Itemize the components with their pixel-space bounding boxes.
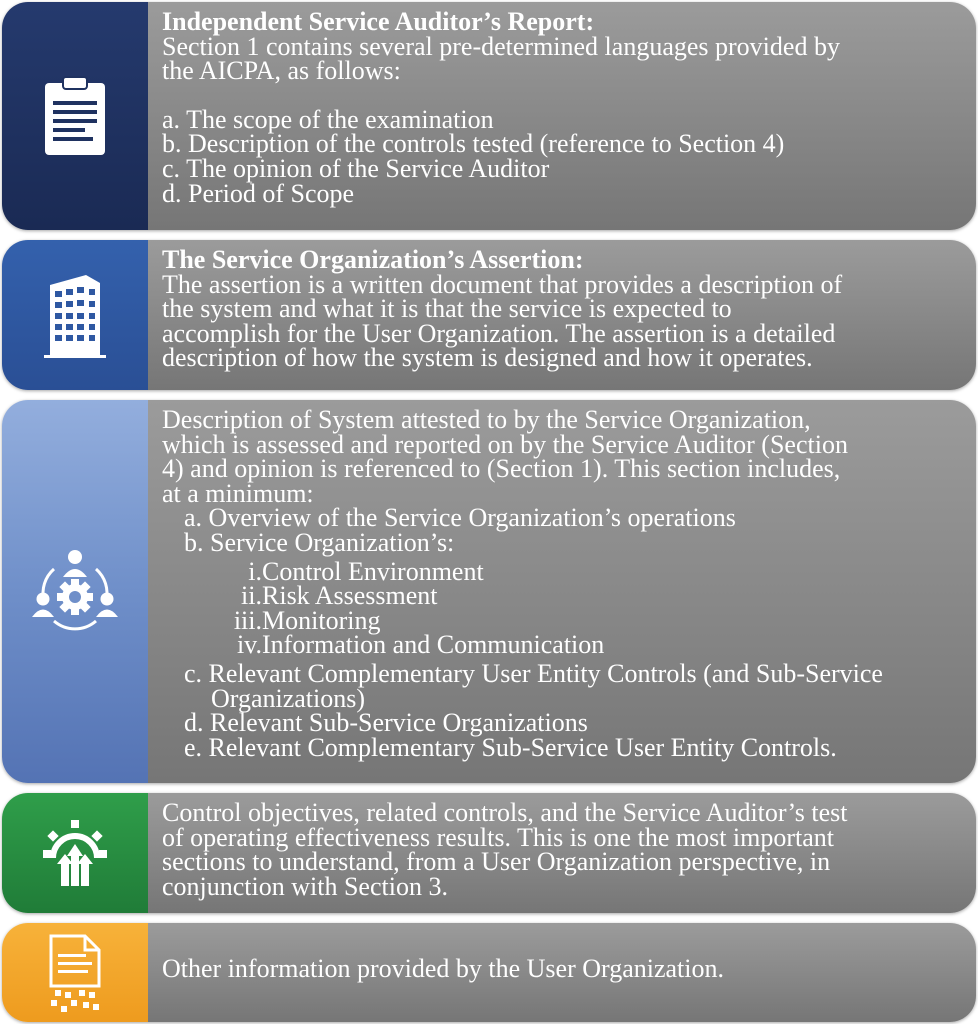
section-text-line: Control objectives, related controls, and the Service Auditor’s test <box>162 798 848 827</box>
list-item: a. The scope of the examination <box>162 104 494 134</box>
list-item: b. Description of the controls tested (reference to Section 4) <box>162 129 785 159</box>
section-text-line: the AICPA, as follows: <box>162 56 401 86</box>
section-row-other-information <box>2 923 976 1022</box>
section-text-line: 4) and opinion is referenced to (Section 1). This section includes, <box>162 454 841 484</box>
section-content <box>148 2 976 230</box>
section-text-line: Other information provided by the User Organization. <box>162 954 724 984</box>
section-tab <box>2 793 148 913</box>
section-text-line: The assertion is a written document that provides a description of <box>162 269 843 299</box>
section-text-line: Description of System attested to by the Service Organization, <box>162 405 811 434</box>
gear-growth-arrows-icon <box>43 818 107 888</box>
section-tab <box>2 2 148 230</box>
list-item: d. Period of Scope <box>162 178 355 208</box>
section-text-line: Section 1 contains several pre-determined languages provided by <box>162 31 840 61</box>
section-tab <box>2 400 148 783</box>
sub-list-item <box>162 630 962 660</box>
sub-list-text: Risk Assessment <box>262 581 438 611</box>
list-item-continued: Organizations) <box>211 683 366 713</box>
section-content <box>148 793 976 913</box>
section-row-assertion <box>2 240 976 390</box>
sub-list-number: ii. <box>241 581 262 611</box>
section-text-line: sections to understand, from a User Organization perspective, in <box>162 847 831 877</box>
list-item: c. Relevant Complementary User Entity Controls (and Sub-Service <box>184 658 883 688</box>
office-building-icon <box>42 271 108 359</box>
section-text-line: at a minimum: <box>162 478 314 508</box>
sub-list-number: i. <box>248 556 262 586</box>
section-text-line: accomplish for the User Organization. The assertion is a detailed <box>162 318 836 348</box>
section-title: The Service Organization’s Assertion: <box>162 245 584 274</box>
section-tab <box>2 240 148 390</box>
section-title: Independent Service Auditor’s Report: <box>162 7 595 36</box>
section-text-line: of operating effectiveness results. This is one the most important <box>162 822 835 852</box>
sub-list-text: Information and Communication <box>262 630 605 660</box>
sub-list-text: Monitoring <box>262 605 381 635</box>
team-gear-icon <box>30 549 120 635</box>
list-item: d. Relevant Sub-Service Organizations <box>184 708 588 738</box>
section-text-line: conjunction with Section 3. <box>162 871 448 901</box>
section-content <box>148 400 976 783</box>
section-text-line: the system and what it is that the service is expected to <box>162 294 732 324</box>
section-text-line: description of how the system is designed and how it operates. <box>162 343 813 373</box>
document-data-icon <box>47 934 103 1012</box>
section-content <box>148 923 976 1022</box>
list-item: e. Relevant Complementary Sub-Service User Entity Controls. <box>184 732 837 762</box>
section-row-system-description <box>2 400 976 783</box>
clipboard-icon <box>43 75 107 157</box>
section-row-auditor-report <box>2 2 976 230</box>
list-item: b. Service Organization’s: <box>184 527 455 557</box>
list-item: a. Overview of the Service Organization’s operations <box>184 503 736 533</box>
sub-list-number: iii. <box>233 605 262 635</box>
sub-list-text: Control Environment <box>262 556 484 586</box>
section-content <box>148 240 976 390</box>
section-tab <box>2 923 148 1022</box>
sub-list-number: iv. <box>236 630 262 660</box>
section-text-line: which is assessed and reported on by the Service Auditor (Section <box>162 429 848 459</box>
list-item: c. The opinion of the Service Auditor <box>162 153 550 183</box>
section-row-control-objectives <box>2 793 976 913</box>
